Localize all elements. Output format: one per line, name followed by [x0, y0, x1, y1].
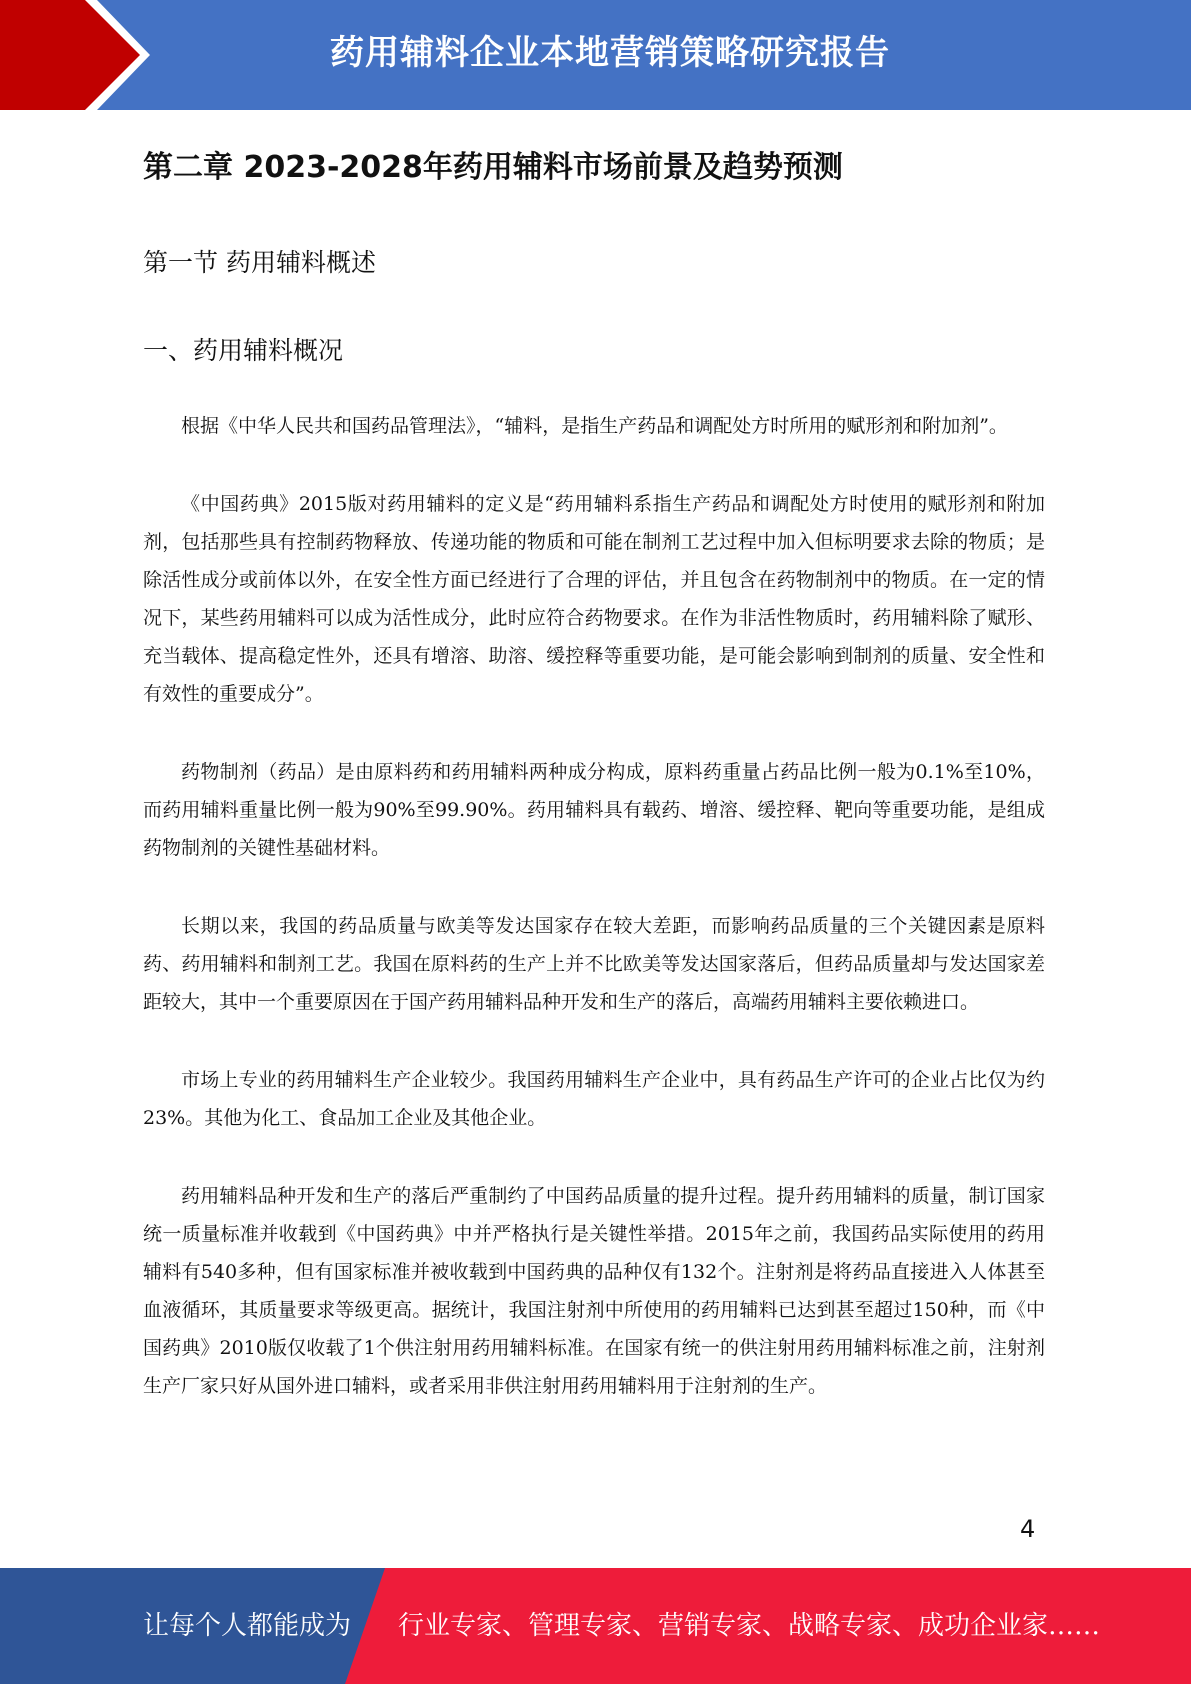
paragraph: 药用辅料品种开发和生产的落后严重制约了中国药品质量的提升过程。提升药用辅料的质量，制订国家统一质量标准并收载到《中国药典》中并严格执行是关键性举措。2015年之前，我国药品实际使用的药用辅料有540多种，但有国家标准并被收载到中国药典的品种仅有132个。注射剂是将药品直接进入人体甚至血液循环，其质量要求等级更高。据统计，我国注射剂中所使用的药用辅料已达到甚至超过150种，而《中国药典》2010版仅收载了1个供注射用药用辅料标准。在国家有统一的供注射用药用辅料标准之前，注射剂生产厂家只好从国外进口辅料，或者采用非供注射用药用辅料用于注射剂的生产。	[143, 1185, 1045, 1397]
paragraph: 市场上专业的药用辅料生产企业较少。我国药用辅料生产企业中，具有药品生产许可的企业占比仅为约23%。其他为化工、食品加工企业及其他企业。	[143, 1069, 1045, 1129]
section-title: 第一节 药用辅料概述	[143, 248, 376, 277]
chapter-title: 第二章 2023-2028年药用辅料市场前景及趋势预测	[143, 150, 843, 185]
paragraph: 《中国药典》2015版对药用辅料的定义是“药用辅料系指生产药品和调配处方时使用的赋形剂和附加剂，包括那些具有控制药物释放、传递功能的物质和可能在制剂工艺过程中加入但标明要求去除的物质；是除活性成分或前体以外，在安全性方面已经进行了合理的评估，并且包含在药物制剂中的物质。在一定的情况下，某些药用辅料可以成为活性成分，此时应符合药物要求。在作为非活性物质时，药用辅料除了赋形、充当载体、提高稳定性外，还具有增溶、助溶、缓控释等重要功能，是可能会影响到制剂的质量、安全性和有效性的重要成分”。	[143, 493, 1045, 705]
subsection-title: 一、药用辅料概况	[143, 336, 344, 365]
page-header	[0, 0, 1191, 110]
paragraph: 根据《中华人民共和国药品管理法》，“辅料，是指生产药品和调配处方时所用的赋形剂和附加剂”。	[181, 415, 1008, 437]
page-number: 4	[1020, 1515, 1036, 1543]
footer-slogan-right: 行业专家、管理专家、营销专家、战略专家、成功企业家……	[398, 1611, 1101, 1641]
document-body	[143, 135, 1045, 1405]
page-footer	[0, 1568, 1191, 1684]
header-title: 药用辅料企业本地营销策略研究报告	[330, 33, 890, 73]
header-chevron-red	[0, 0, 140, 110]
footer-slogan-left: 让每个人都能成为	[143, 1611, 352, 1641]
paragraph: 长期以来，我国的药品质量与欧美等发达国家存在较大差距，而影响药品质量的三个关键因素是原料药、药用辅料和制剂工艺。我国在原料药的生产上并不比欧美等发达国家落后，但药品质量却与发达国家差距较大，其中一个重要原因在于国产药用辅料品种开发和生产的落后，高端药用辅料主要依赖进口。	[143, 915, 1045, 1013]
paragraph: 药物制剂（药品）是由原料药和药用辅料两种成分构成，原料药重量占药品比例一般为0.1%至10%，而药用辅料重量比例一般为90%至99.90%。药用辅料具有载药、增溶、缓控释、靶向等重要功能，是组成药物制剂的关键性基础材料。	[143, 761, 1045, 859]
